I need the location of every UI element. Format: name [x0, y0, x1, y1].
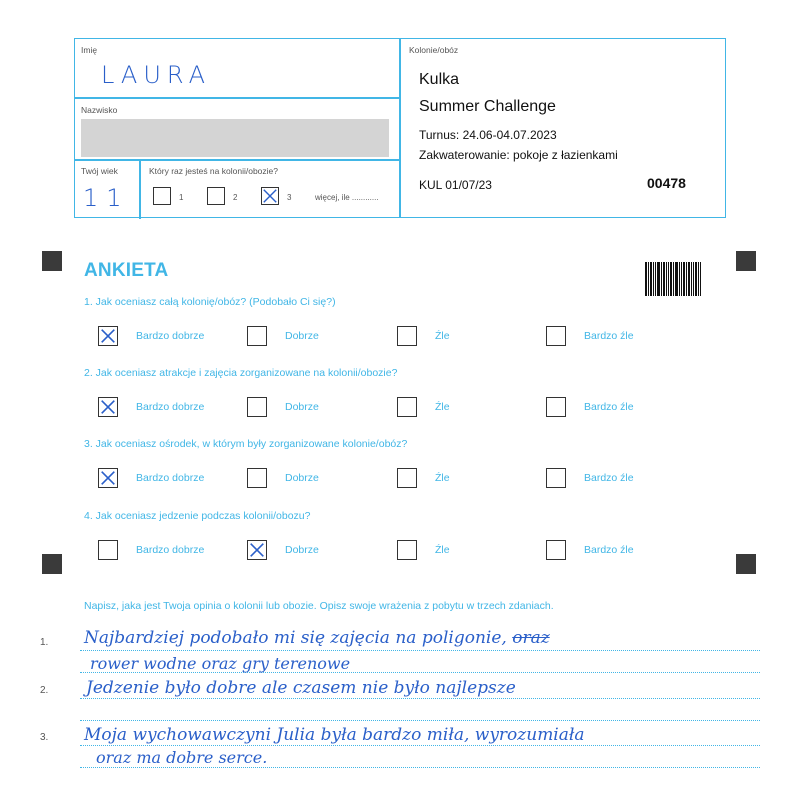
- opinion-sentence-3[interactable]: Moja wychowawczyni Julia była bardzo miła, wyrozumiała: [84, 725, 585, 745]
- answer-line: [80, 698, 760, 699]
- question-3-option-4-checkbox[interactable]: [546, 468, 566, 488]
- question-1-option-4-checkbox[interactable]: [546, 326, 566, 346]
- age-divider: [139, 159, 141, 219]
- times-option-1-checkbox[interactable]: [153, 187, 171, 205]
- question-4-option-4-checkbox[interactable]: [546, 540, 566, 560]
- accommodation-info: Zakwaterowanie: pokoje z łazienkami: [419, 148, 618, 162]
- answer-line: [80, 767, 760, 768]
- camp-title: Summer Challenge: [419, 98, 556, 115]
- registration-marker-top-right: [736, 251, 756, 271]
- question-2-option-4-checkbox[interactable]: [546, 397, 566, 417]
- name-divider: [75, 97, 399, 99]
- answer-line: [80, 650, 760, 651]
- times-option-3-checkbox[interactable]: [261, 187, 279, 205]
- line-number-1: 1.: [40, 637, 49, 648]
- question-2-text: 2. Jak oceniasz atrakcje i zajęcia zorganizowane na kolonii/obozie?: [84, 367, 398, 379]
- form-number: 00478: [647, 175, 686, 191]
- question-4-option-2-checkbox[interactable]: [247, 540, 267, 560]
- age-value[interactable]: 11: [83, 184, 130, 212]
- question-4-option-1-label: Bardzo dobrze: [136, 544, 205, 556]
- question-1-option-2-label: Dobrze: [285, 330, 319, 342]
- question-2-option-3-checkbox[interactable]: [397, 397, 417, 417]
- check-x-icon: [262, 188, 278, 204]
- age-label: Twój wiek: [81, 166, 118, 176]
- check-x-icon: [99, 327, 117, 345]
- opinion-sentence-1[interactable]: [84, 628, 550, 648]
- question-1-option-3-checkbox[interactable]: [397, 326, 417, 346]
- question-4-option-3-checkbox[interactable]: [397, 540, 417, 560]
- question-1-option-1-label: Bardzo dobrze: [136, 330, 205, 342]
- question-2-option-1-checkbox[interactable]: [98, 397, 118, 417]
- camp-info-box: [74, 38, 726, 218]
- question-1-option-1-checkbox[interactable]: [98, 326, 118, 346]
- surname-redacted[interactable]: [81, 119, 389, 157]
- question-1-option-2-checkbox[interactable]: [247, 326, 267, 346]
- question-1-option-3-label: Źle: [435, 330, 450, 342]
- opinion-sentence-2[interactable]: Jedzenie było dobre ale czasem nie było najlepsze: [86, 678, 516, 698]
- question-4-text: 4. Jak oceniasz jedzenie podczas kolonii/obozu?: [84, 510, 311, 522]
- camp-label: Kolonie/obóz: [409, 45, 459, 55]
- question-3-option-2-label: Dobrze: [285, 472, 319, 484]
- line-number-3: 3.: [40, 732, 49, 743]
- barcode-icon: [645, 262, 701, 296]
- camp-name: Kulka: [419, 71, 460, 88]
- answer-line: [80, 745, 760, 746]
- question-2-option-3-label: Źle: [435, 401, 450, 413]
- question-3-option-1-checkbox[interactable]: [98, 468, 118, 488]
- header-divider: [399, 39, 401, 217]
- answer-line: [80, 720, 760, 721]
- turnus-dates: Turnus: 24.06-04.07.2023: [419, 128, 557, 142]
- times-option-3-label: 3: [287, 193, 292, 202]
- opinion-sentence-3-continued[interactable]: oraz ma dobre serce.: [96, 748, 268, 767]
- line-number-2: 2.: [40, 685, 49, 696]
- question-3-option-2-checkbox[interactable]: [247, 468, 267, 488]
- name-value[interactable]: LAURA: [101, 61, 212, 89]
- question-4-option-4-label: Bardzo źle: [584, 544, 634, 556]
- question-2-option-2-checkbox[interactable]: [247, 397, 267, 417]
- registration-marker-bottom-right: [736, 554, 756, 574]
- question-3-option-4-label: Bardzo źle: [584, 472, 634, 484]
- times-option-2-checkbox[interactable]: [207, 187, 225, 205]
- question-1-option-4-label: Bardzo źle: [584, 330, 634, 342]
- times-option-1-label: 1: [179, 193, 184, 202]
- opinion-sentence-1-part-a: Najbardziej podobało mi się zajęcia na poligonie,: [84, 628, 507, 648]
- times-label: Który raz jesteś na kolonii/obozie?: [149, 166, 278, 176]
- question-2-option-4-label: Bardzo źle: [584, 401, 634, 413]
- times-option-2-label: 2: [233, 193, 238, 202]
- surname-divider: [75, 159, 399, 161]
- question-3-option-3-label: Źle: [435, 472, 450, 484]
- registration-marker-bottom-left: [42, 554, 62, 574]
- question-3-option-1-label: Bardzo dobrze: [136, 472, 205, 484]
- survey-title: ANKIETA: [84, 260, 169, 281]
- question-2-option-2-label: Dobrze: [285, 401, 319, 413]
- name-label: Imię: [81, 45, 98, 55]
- check-x-icon: [99, 469, 117, 487]
- question-3-text: 3. Jak oceniasz ośrodek, w którym były zorganizowane kolonie/obóz?: [84, 438, 408, 450]
- question-4-option-1-checkbox[interactable]: [98, 540, 118, 560]
- question-1-text: 1. Jak oceniasz całą kolonię/obóz? (Podobało Ci się?): [84, 296, 336, 308]
- registration-marker-top-left: [42, 251, 62, 271]
- surname-label: Nazwisko: [81, 105, 118, 115]
- opinion-sentence-1-continued[interactable]: rower wodne oraz gry terenowe: [90, 654, 351, 673]
- times-more-label: więcej, ile ............: [315, 193, 379, 202]
- opinion-prompt: Napisz, jaka jest Twoja opinia o kolonii lub obozie. Opisz swoje wrażenia z pobytu w trzech zdaniach.: [84, 600, 554, 612]
- check-x-icon: [99, 398, 117, 416]
- question-2-option-1-label: Bardzo dobrze: [136, 401, 205, 413]
- question-4-option-2-label: Dobrze: [285, 544, 319, 556]
- check-x-icon: [248, 541, 266, 559]
- question-3-option-3-checkbox[interactable]: [397, 468, 417, 488]
- question-4-option-3-label: Źle: [435, 544, 450, 556]
- camp-code: KUL 01/07/23: [419, 178, 492, 192]
- opinion-sentence-1-struck-word: oraz: [512, 628, 550, 648]
